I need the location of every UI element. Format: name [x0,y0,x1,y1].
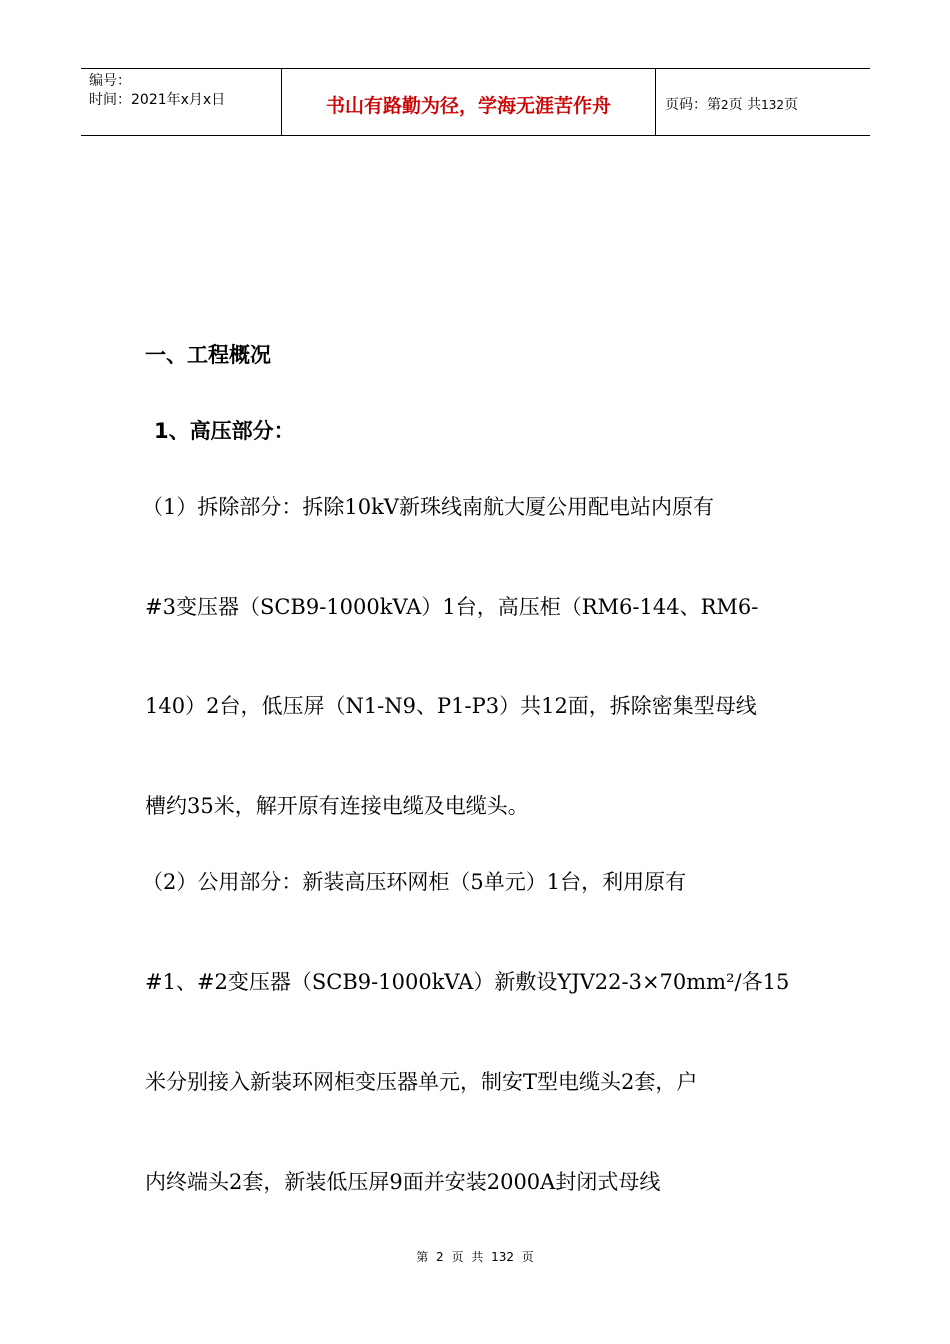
body-line: #1、#2变压器（SCB9-1000kVA）新敷设YJV22-3×70mm²/各15 [145,970,790,994]
body-line: 米分别接入新装环网柜变压器单元，制安T型电缆头2套，户 [145,1070,698,1094]
header-page-info [665,94,798,114]
section-heading: 一、工程概况 [145,343,271,367]
body-line: （2）公用部分：新装高压环网柜（5单元）1台，利用原有 [142,870,687,894]
body-line: （1）拆除部分：拆除10kV新珠线南航大厦公用配电站内原有 [142,495,714,519]
body-line: 140）2台，低压屏（N1-N9、P1-P3）共12面，拆除密集型母线 [145,694,757,718]
header-number-label: 编号： [89,73,131,89]
header-meta [89,72,225,110]
header-page-total: 132 [761,98,784,112]
body-line: 内终端头2套，新装低压屏9面并安装2000A封闭式母线 [145,1170,661,1194]
body-line: #3变压器（SCB9-1000kVA）1台，高压柜（RM6-144、RM6- [145,595,759,619]
header-motto: 书山有路勤为径，学海无涯苦作舟 [325,95,611,117]
page-header [81,68,870,136]
subsection-heading: 1、高压部分： [154,419,295,443]
header-divider [655,69,656,136]
header-time-label: 时间：2021年x月x日 [89,92,226,108]
header-page-current: 2 [721,98,729,112]
page-footer: 第 2 页 共 132 页 [416,1250,534,1264]
body-line: 槽约35米，解开原有连接电缆及电缆头。 [145,794,529,818]
header-page-suffix: 页 [784,97,798,113]
header-page-label: 页码：第 [665,97,721,113]
header-page-middle: 页 共 [728,97,762,113]
